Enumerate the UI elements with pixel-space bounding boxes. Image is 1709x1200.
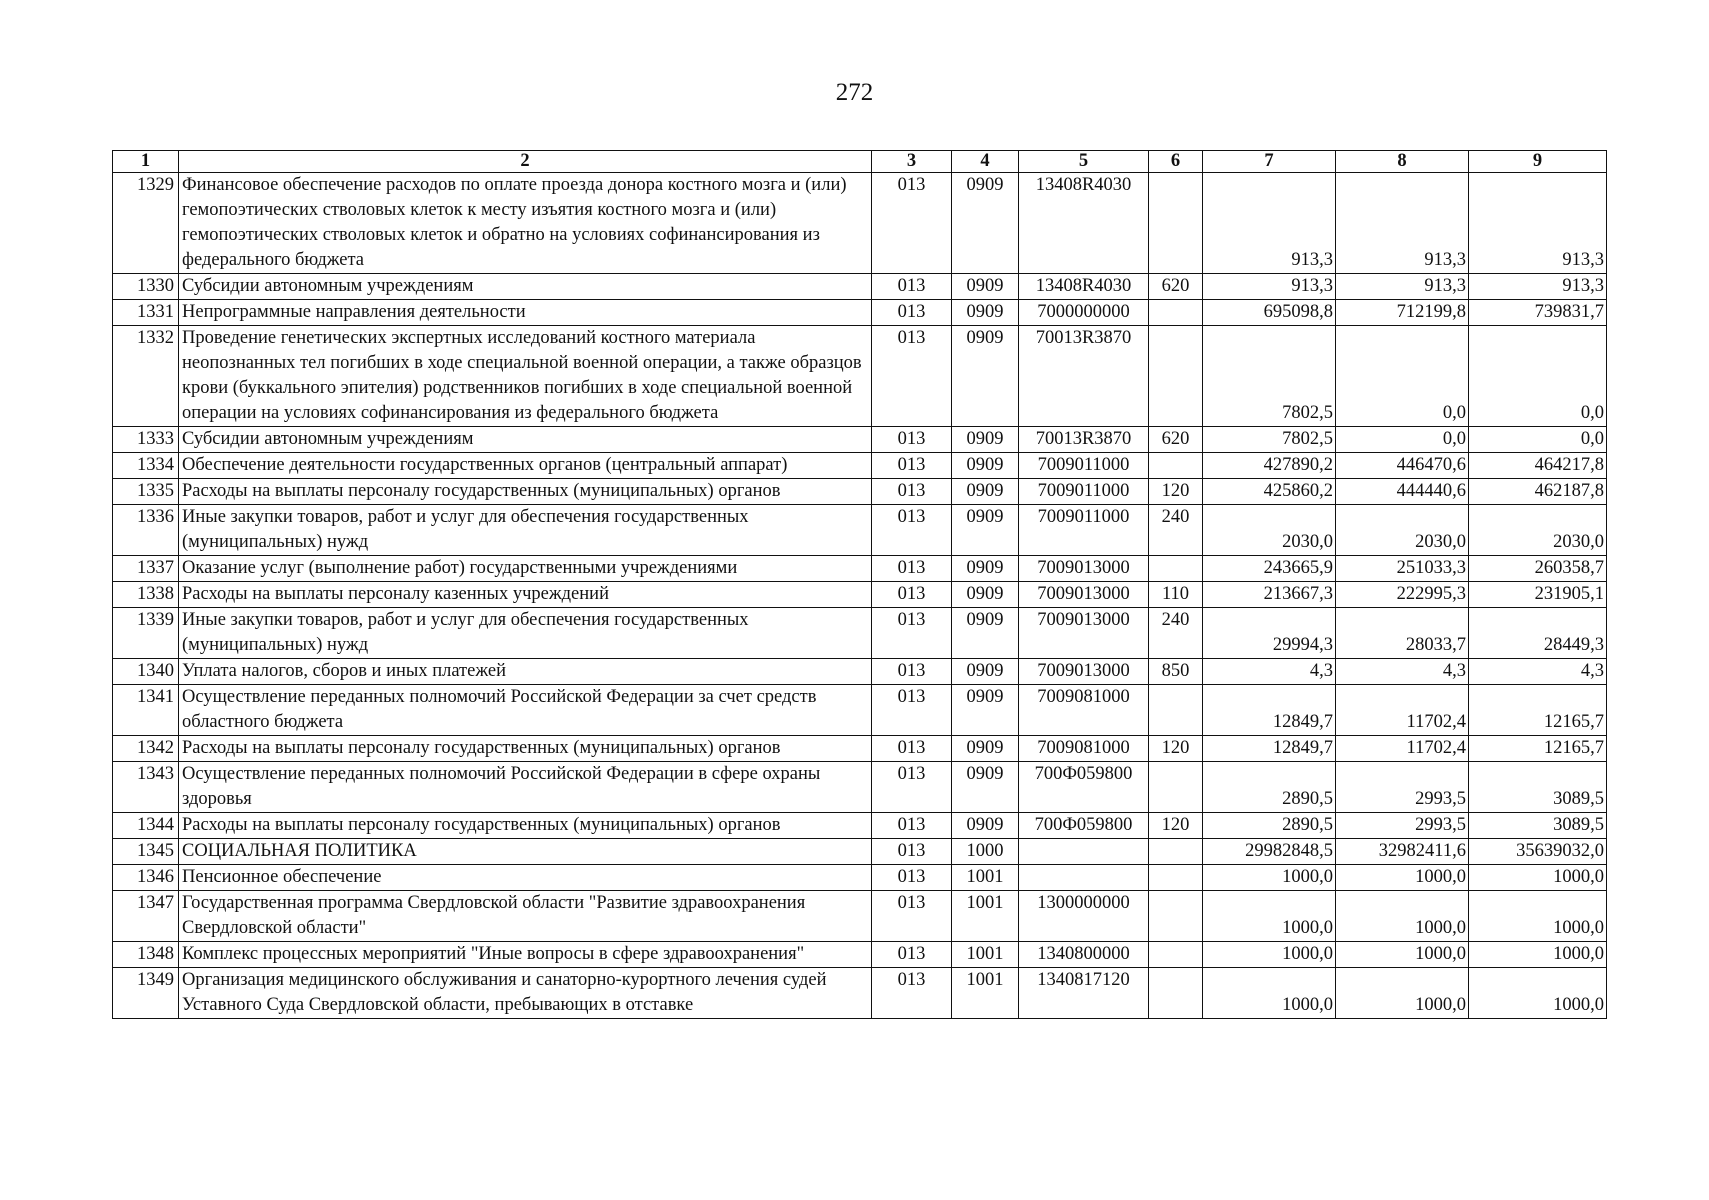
- amount-year2-cell: 712199,8: [1336, 300, 1469, 326]
- amount-year2-cell: 11702,4: [1336, 736, 1469, 762]
- table-row: [113, 479, 1607, 505]
- section-code-cell: 1001: [952, 891, 1019, 942]
- amount-year1-cell: 213667,3: [1203, 582, 1336, 608]
- target-article-cell: 7009011000: [1019, 505, 1149, 556]
- grbs-code-cell: 013: [872, 685, 952, 736]
- grbs-code-cell: 013: [872, 891, 952, 942]
- amount-year3-cell: 0,0: [1469, 326, 1607, 427]
- expense-name-cell: Финансовое обеспечение расходов по оплате проезда донора костного мозга и (или) гемопоэтических стволовых клеток к месту изъятия костного мозга и (или) гемопоэтических стволовых клеток и обратно на условиях софинансирования из федерального бюджета: [179, 173, 872, 274]
- target-article-cell: 7009013000: [1019, 582, 1149, 608]
- expense-name-cell: Непрограммные направления деятельности: [179, 300, 872, 326]
- expense-name-cell: Субсидии автономным учреждениям: [179, 427, 872, 453]
- row-number-cell: 1349: [113, 968, 179, 1019]
- amount-year2-cell: 913,3: [1336, 274, 1469, 300]
- row-number-cell: 1347: [113, 891, 179, 942]
- expense-type-cell: [1149, 326, 1203, 427]
- expense-type-cell: [1149, 762, 1203, 813]
- target-article-cell: [1019, 865, 1149, 891]
- budget-table: [112, 150, 1607, 1019]
- amount-year2-cell: 2993,5: [1336, 813, 1469, 839]
- target-article-cell: 7000000000: [1019, 300, 1149, 326]
- grbs-code-cell: 013: [872, 173, 952, 274]
- table-row: [113, 505, 1607, 556]
- row-number-cell: 1333: [113, 427, 179, 453]
- table-row: [113, 685, 1607, 736]
- header-row: [113, 151, 1607, 173]
- row-number-cell: 1335: [113, 479, 179, 505]
- expense-name-cell: Расходы на выплаты персоналу государственных (муниципальных) органов: [179, 813, 872, 839]
- amount-year2-cell: 4,3: [1336, 659, 1469, 685]
- expense-type-cell: 240: [1149, 505, 1203, 556]
- table-row: [113, 556, 1607, 582]
- expense-name-cell: Иные закупки товаров, работ и услуг для обеспечения государственных (муниципальных) нужд: [179, 505, 872, 556]
- amount-year3-cell: 3089,5: [1469, 813, 1607, 839]
- section-code-cell: 0909: [952, 556, 1019, 582]
- column-header: 5: [1019, 151, 1149, 173]
- section-code-cell: 1001: [952, 968, 1019, 1019]
- amount-year1-cell: 4,3: [1203, 659, 1336, 685]
- table-row: [113, 865, 1607, 891]
- table-row: [113, 839, 1607, 865]
- grbs-code-cell: 013: [872, 762, 952, 813]
- amount-year1-cell: 1000,0: [1203, 942, 1336, 968]
- row-number-cell: 1345: [113, 839, 179, 865]
- amount-year3-cell: 12165,7: [1469, 736, 1607, 762]
- expense-type-cell: [1149, 453, 1203, 479]
- expense-name-cell: Организация медицинского обслуживания и санаторно-курортного лечения судей Уставного Суда Свердловской области, пребывающих в отставке: [179, 968, 872, 1019]
- amount-year2-cell: 32982411,6: [1336, 839, 1469, 865]
- grbs-code-cell: 013: [872, 505, 952, 556]
- grbs-code-cell: 013: [872, 942, 952, 968]
- expense-name-cell: Осуществление переданных полномочий Российской Федерации в сфере охраны здоровья: [179, 762, 872, 813]
- table-row: [113, 453, 1607, 479]
- amount-year2-cell: 0,0: [1336, 326, 1469, 427]
- amount-year2-cell: 28033,7: [1336, 608, 1469, 659]
- amount-year2-cell: 251033,3: [1336, 556, 1469, 582]
- grbs-code-cell: 013: [872, 813, 952, 839]
- grbs-code-cell: 013: [872, 300, 952, 326]
- table-row: [113, 608, 1607, 659]
- expense-type-cell: 120: [1149, 813, 1203, 839]
- column-header: 3: [872, 151, 952, 173]
- row-number-cell: 1343: [113, 762, 179, 813]
- column-header: 2: [179, 151, 872, 173]
- table-body: [113, 173, 1607, 1019]
- row-number-cell: 1330: [113, 274, 179, 300]
- section-code-cell: 0909: [952, 427, 1019, 453]
- amount-year3-cell: 2030,0: [1469, 505, 1607, 556]
- section-code-cell: 0909: [952, 453, 1019, 479]
- table-row: [113, 968, 1607, 1019]
- expense-type-cell: [1149, 300, 1203, 326]
- amount-year3-cell: 28449,3: [1469, 608, 1607, 659]
- amount-year3-cell: 1000,0: [1469, 942, 1607, 968]
- amount-year1-cell: 243665,9: [1203, 556, 1336, 582]
- section-code-cell: 0909: [952, 608, 1019, 659]
- amount-year3-cell: 913,3: [1469, 173, 1607, 274]
- grbs-code-cell: 013: [872, 865, 952, 891]
- amount-year3-cell: 12165,7: [1469, 685, 1607, 736]
- grbs-code-cell: 013: [872, 453, 952, 479]
- section-code-cell: 0909: [952, 582, 1019, 608]
- amount-year1-cell: 425860,2: [1203, 479, 1336, 505]
- expense-name-cell: Осуществление переданных полномочий Российской Федерации за счет средств областного бюджета: [179, 685, 872, 736]
- row-number-cell: 1348: [113, 942, 179, 968]
- section-code-cell: 0909: [952, 326, 1019, 427]
- column-header: 4: [952, 151, 1019, 173]
- expense-type-cell: 850: [1149, 659, 1203, 685]
- expense-name-cell: Проведение генетических экспертных исследований костного материала неопознанных тел погибших в ходе специальной военной операции, а также образцов крови (буккального эпителия) родственников погибших в ходе специальной военной операции на условиях софинансирования из федерального бюджета: [179, 326, 872, 427]
- amount-year1-cell: 1000,0: [1203, 865, 1336, 891]
- amount-year1-cell: 1000,0: [1203, 968, 1336, 1019]
- section-code-cell: 0909: [952, 274, 1019, 300]
- expense-name-cell: Государственная программа Свердловской области "Развитие здравоохранения Свердловской области": [179, 891, 872, 942]
- amount-year1-cell: 7802,5: [1203, 326, 1336, 427]
- expense-name-cell: Субсидии автономным учреждениям: [179, 274, 872, 300]
- table-row: [113, 582, 1607, 608]
- expense-type-cell: 120: [1149, 479, 1203, 505]
- expense-name-cell: Пенсионное обеспечение: [179, 865, 872, 891]
- grbs-code-cell: 013: [872, 659, 952, 685]
- expense-type-cell: [1149, 839, 1203, 865]
- grbs-code-cell: 013: [872, 839, 952, 865]
- amount-year3-cell: 3089,5: [1469, 762, 1607, 813]
- target-article-cell: 700Ф059800: [1019, 813, 1149, 839]
- expense-type-cell: [1149, 942, 1203, 968]
- amount-year3-cell: 1000,0: [1469, 891, 1607, 942]
- row-number-cell: 1339: [113, 608, 179, 659]
- row-number-cell: 1336: [113, 505, 179, 556]
- amount-year3-cell: 0,0: [1469, 427, 1607, 453]
- expense-name-cell: СОЦИАЛЬНАЯ ПОЛИТИКА: [179, 839, 872, 865]
- amount-year3-cell: 4,3: [1469, 659, 1607, 685]
- row-number-cell: 1344: [113, 813, 179, 839]
- amount-year3-cell: 231905,1: [1469, 582, 1607, 608]
- amount-year2-cell: 444440,6: [1336, 479, 1469, 505]
- amount-year1-cell: 29982848,5: [1203, 839, 1336, 865]
- row-number-cell: 1341: [113, 685, 179, 736]
- section-code-cell: 0909: [952, 762, 1019, 813]
- expense-type-cell: 620: [1149, 427, 1203, 453]
- amount-year1-cell: 427890,2: [1203, 453, 1336, 479]
- table-row: [113, 659, 1607, 685]
- grbs-code-cell: 013: [872, 556, 952, 582]
- expense-name-cell: Комплекс процессных мероприятий "Иные вопросы в сфере здравоохранения": [179, 942, 872, 968]
- row-number-cell: 1329: [113, 173, 179, 274]
- amount-year3-cell: 464217,8: [1469, 453, 1607, 479]
- amount-year1-cell: 695098,8: [1203, 300, 1336, 326]
- section-code-cell: 0909: [952, 813, 1019, 839]
- column-header: 8: [1336, 151, 1469, 173]
- expense-type-cell: [1149, 556, 1203, 582]
- target-article-cell: 7009011000: [1019, 453, 1149, 479]
- row-number-cell: 1342: [113, 736, 179, 762]
- table-row: [113, 326, 1607, 427]
- row-number-cell: 1340: [113, 659, 179, 685]
- amount-year2-cell: 446470,6: [1336, 453, 1469, 479]
- target-article-cell: 7009013000: [1019, 608, 1149, 659]
- expense-type-cell: 110: [1149, 582, 1203, 608]
- amount-year3-cell: 739831,7: [1469, 300, 1607, 326]
- target-article-cell: 7009013000: [1019, 556, 1149, 582]
- section-code-cell: 0909: [952, 659, 1019, 685]
- row-number-cell: 1332: [113, 326, 179, 427]
- row-number-cell: 1338: [113, 582, 179, 608]
- target-article-cell: 1340800000: [1019, 942, 1149, 968]
- amount-year3-cell: 1000,0: [1469, 865, 1607, 891]
- column-header: 9: [1469, 151, 1607, 173]
- target-article-cell: 700Ф059800: [1019, 762, 1149, 813]
- amount-year2-cell: 11702,4: [1336, 685, 1469, 736]
- expense-name-cell: Расходы на выплаты персоналу государственных (муниципальных) органов: [179, 479, 872, 505]
- expense-name-cell: Обеспечение деятельности государственных органов (центральный аппарат): [179, 453, 872, 479]
- amount-year2-cell: 1000,0: [1336, 865, 1469, 891]
- grbs-code-cell: 013: [872, 479, 952, 505]
- expense-type-cell: [1149, 865, 1203, 891]
- expense-type-cell: [1149, 685, 1203, 736]
- expense-type-cell: [1149, 968, 1203, 1019]
- section-code-cell: 0909: [952, 300, 1019, 326]
- amount-year3-cell: 260358,7: [1469, 556, 1607, 582]
- expense-name-cell: Иные закупки товаров, работ и услуг для обеспечения государственных (муниципальных) нужд: [179, 608, 872, 659]
- grbs-code-cell: 013: [872, 326, 952, 427]
- table-row: [113, 274, 1607, 300]
- table-row: [113, 736, 1607, 762]
- grbs-code-cell: 013: [872, 736, 952, 762]
- amount-year1-cell: 29994,3: [1203, 608, 1336, 659]
- target-article-cell: 7009011000: [1019, 479, 1149, 505]
- target-article-cell: 70013R3870: [1019, 427, 1149, 453]
- target-article-cell: 7009013000: [1019, 659, 1149, 685]
- table-row: [113, 762, 1607, 813]
- row-number-cell: 1331: [113, 300, 179, 326]
- expense-name-cell: Уплата налогов, сборов и иных платежей: [179, 659, 872, 685]
- expense-type-cell: [1149, 891, 1203, 942]
- section-code-cell: 1000: [952, 839, 1019, 865]
- amount-year1-cell: 2890,5: [1203, 762, 1336, 813]
- section-code-cell: 1001: [952, 865, 1019, 891]
- amount-year2-cell: 913,3: [1336, 173, 1469, 274]
- amount-year1-cell: 1000,0: [1203, 891, 1336, 942]
- target-article-cell: 13408R4030: [1019, 173, 1149, 274]
- amount-year2-cell: 2030,0: [1336, 505, 1469, 556]
- table-row: [113, 173, 1607, 274]
- expense-name-cell: Расходы на выплаты персоналу государственных (муниципальных) органов: [179, 736, 872, 762]
- row-number-cell: 1346: [113, 865, 179, 891]
- section-code-cell: 1001: [952, 942, 1019, 968]
- expense-type-cell: [1149, 173, 1203, 274]
- amount-year1-cell: 12849,7: [1203, 736, 1336, 762]
- amount-year2-cell: 1000,0: [1336, 891, 1469, 942]
- column-header: 7: [1203, 151, 1336, 173]
- expense-type-cell: 120: [1149, 736, 1203, 762]
- table-row: [113, 427, 1607, 453]
- amount-year2-cell: 1000,0: [1336, 942, 1469, 968]
- amount-year2-cell: 2993,5: [1336, 762, 1469, 813]
- table-row: [113, 813, 1607, 839]
- section-code-cell: 0909: [952, 479, 1019, 505]
- target-article-cell: 7009081000: [1019, 685, 1149, 736]
- grbs-code-cell: 013: [872, 608, 952, 659]
- table-row: [113, 942, 1607, 968]
- amount-year2-cell: 222995,3: [1336, 582, 1469, 608]
- expense-name-cell: Оказание услуг (выполнение работ) государственными учреждениями: [179, 556, 872, 582]
- target-article-cell: 1300000000: [1019, 891, 1149, 942]
- row-number-cell: 1334: [113, 453, 179, 479]
- amount-year3-cell: 462187,8: [1469, 479, 1607, 505]
- grbs-code-cell: 013: [872, 427, 952, 453]
- column-header: 1: [113, 151, 179, 173]
- amount-year1-cell: 2030,0: [1203, 505, 1336, 556]
- target-article-cell: 7009081000: [1019, 736, 1149, 762]
- section-code-cell: 0909: [952, 505, 1019, 556]
- column-header: 6: [1149, 151, 1203, 173]
- amount-year2-cell: 1000,0: [1336, 968, 1469, 1019]
- row-number-cell: 1337: [113, 556, 179, 582]
- expense-type-cell: 240: [1149, 608, 1203, 659]
- section-code-cell: 0909: [952, 736, 1019, 762]
- amount-year1-cell: 12849,7: [1203, 685, 1336, 736]
- amount-year2-cell: 0,0: [1336, 427, 1469, 453]
- amount-year3-cell: 1000,0: [1469, 968, 1607, 1019]
- amount-year1-cell: 2890,5: [1203, 813, 1336, 839]
- target-article-cell: 13408R4030: [1019, 274, 1149, 300]
- table-row: [113, 891, 1607, 942]
- section-code-cell: 0909: [952, 173, 1019, 274]
- amount-year1-cell: 7802,5: [1203, 427, 1336, 453]
- amount-year1-cell: 913,3: [1203, 173, 1336, 274]
- grbs-code-cell: 013: [872, 582, 952, 608]
- target-article-cell: 70013R3870: [1019, 326, 1149, 427]
- table-row: [113, 300, 1607, 326]
- amount-year3-cell: 35639032,0: [1469, 839, 1607, 865]
- target-article-cell: 1340817120: [1019, 968, 1149, 1019]
- target-article-cell: [1019, 839, 1149, 865]
- amount-year1-cell: 913,3: [1203, 274, 1336, 300]
- expense-name-cell: Расходы на выплаты персоналу казенных учреждений: [179, 582, 872, 608]
- grbs-code-cell: 013: [872, 968, 952, 1019]
- page-number: 272: [835, 79, 874, 106]
- section-code-cell: 0909: [952, 685, 1019, 736]
- grbs-code-cell: 013: [872, 274, 952, 300]
- amount-year3-cell: 913,3: [1469, 274, 1607, 300]
- expense-type-cell: 620: [1149, 274, 1203, 300]
